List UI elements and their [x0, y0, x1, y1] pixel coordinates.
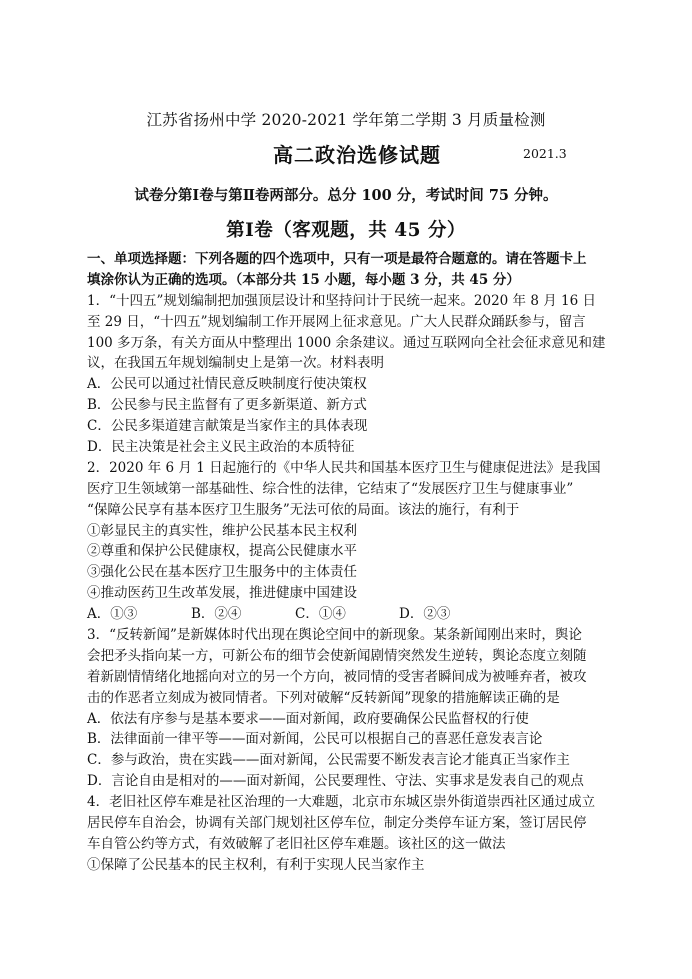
section-heading-cont: 填涂你认为正确的选项。（本部分共 15 小题，每小题 3 分，共 45 分）: [87, 271, 520, 288]
exam-date: 2021.3: [523, 146, 567, 161]
question-stem: 议，在我国五年规划编制史上是第一次。材料表明: [87, 355, 384, 372]
question-stem: 医疗卫生领域第一部基础性、综合性的法律，它结束了“发展医疗卫生与健康事业”: [87, 480, 574, 497]
choice-row: [87, 604, 607, 625]
question-stem: 100 多万条，有关方面从中整理出 1000 余条建议。通过互联网向全社会征求意见和建: [87, 334, 606, 351]
exam-body: [87, 249, 607, 876]
exam-instructions: 试卷分第Ⅰ卷与第Ⅱ卷两部分。总分 100 分，考试时间 75 分钟。: [134, 187, 558, 204]
question-stem: 1．“十四五”规划编制把加强顶层设计和坚持问计于民统一起来。2020 年 8 月 16 日: [87, 292, 596, 309]
question-stem: 居民停车自治会，协调有关部门规划社区停车位，制定分类停车证方案，签订居民停: [87, 815, 587, 832]
option: B．公民参与民主监督有了更多新渠道、新方式: [87, 397, 367, 414]
option: B．法律面前一律平等——面对新闻，公民可以根据自己的喜恶任意发表言论: [87, 731, 543, 748]
statement: ①保障了公民基本的民主权利，有利于实现人民当家作主: [87, 856, 425, 873]
choice-c: C．①④: [295, 606, 346, 623]
option: A．公民可以通过社情民意反映制度行使决策权: [87, 376, 367, 393]
choice-a: A．①③: [87, 606, 138, 623]
option: C．公民多渠道建言献策是当家作主的具体表现: [87, 418, 368, 435]
exam-title: 高二政治选修试题: [273, 143, 441, 167]
option: A．依法有序参与是基本要求——面对新闻，政府要确保公民监督权的行使: [87, 710, 529, 727]
option: D．言论自由是相对的——面对新闻，公民要理性、守法、实事求是发表自己的观点: [87, 773, 584, 790]
statement: ③强化公民在基本医疗卫生服务中的主体责任: [87, 564, 357, 581]
question-stem: 会把矛头指向某一方，可新公布的细节会使新闻剧情突然发生逆转，舆论态度立刻随: [87, 647, 587, 664]
option: C．参与政治，贵在实践——面对新闻，公民需要不断发表言论才能真正当家作主: [87, 752, 570, 769]
question-stem: 4．老旧社区停车难是社区治理的一大难题，北京市东城区崇外街道崇西社区通过成立: [87, 794, 596, 811]
question-stem: 至 29 日，“十四五”规划编制工作开展网上征求意见。广大人民群众踊跃参与，留言: [87, 313, 586, 330]
section-heading: 一、单项选择题：下列各题的四个选项中，只有一项是最符合题意的。请在答题卡上: [87, 251, 587, 267]
question-stem: 3．“反转新闻”是新媒体时代出现在舆论空间中的新现象。某条新闻刚出来时，舆论: [87, 627, 582, 644]
question-stem: 着新剧情情绪化地摇向对立的另一个方向，被同情的受害者瞬间成为被唾弃者，被攻: [87, 668, 587, 685]
part-title: 第Ⅰ卷（客观题，共 45 分）: [226, 220, 466, 241]
question-stem: 击的作恶者立刻成为被同情者。下列对破解“反转新闻”现象的措施解读正确的是: [87, 689, 560, 706]
option: D．民主决策是社会主义民主政治的本质特征: [87, 439, 355, 456]
statement: ④推动医药卫生改革发展，推进健康中国建设: [87, 585, 357, 602]
question-stem: 车自管公约等方式，有效破解了老旧社区停车难题。该社区的这一做法: [87, 835, 506, 852]
statement: ②尊重和保护公民健康权，提高公民健康水平: [87, 543, 357, 560]
question-stem: “保障公民享有基本医疗卫生服务”无法可依的局面。该法的施行，有利于: [87, 501, 520, 518]
statement: ①彰显民主的真实性，维护公民基本民主权利: [87, 522, 357, 539]
question-stem: 2．2020 年 6 月 1 日起施行的《中华人民共和国基本医疗卫生与健康促进法》是我国: [87, 459, 601, 476]
choice-b: B．②④: [191, 606, 242, 623]
choice-d: D．②③: [399, 606, 451, 623]
school-line: 江苏省扬州中学 2020-2021 学年第二学期 3 月质量检测: [146, 111, 546, 129]
